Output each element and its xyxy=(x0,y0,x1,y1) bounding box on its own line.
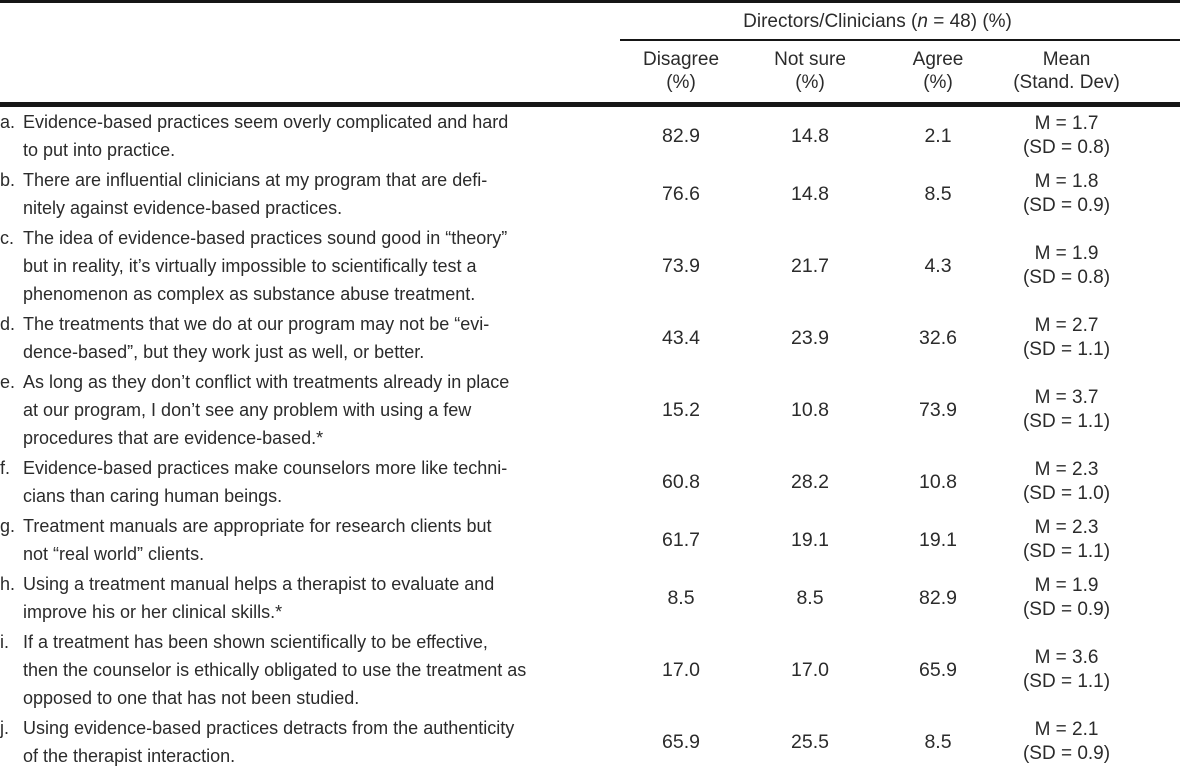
spanner-text-prefix: Directors/Clinicians ( xyxy=(743,11,918,32)
agree-value: 19.1 xyxy=(919,528,957,551)
disagree-value: 8.5 xyxy=(667,586,695,609)
statement-text: Treatment manuals are appropriate for research clients but not “real world” clients. xyxy=(23,516,492,564)
not-sure-value: 19.1 xyxy=(791,528,829,551)
not-sure-value: 8.5 xyxy=(796,586,824,609)
statement-text: Evidence-based practices make counselors more like techni- cians than caring human beings. xyxy=(23,458,508,506)
not-sure-value: 14.8 xyxy=(791,182,829,205)
agree-value: 73.9 xyxy=(919,398,957,421)
table-row-h xyxy=(0,569,1180,627)
statement-text: Evidence-based practices seem overly complicated and hard to put into practice. xyxy=(23,112,509,160)
mean-sd-value: M = 2.7 (SD = 1.1) xyxy=(1022,315,1111,360)
statement-cell xyxy=(0,511,620,569)
statement-cell xyxy=(0,627,620,713)
table-row-b xyxy=(0,165,1180,223)
mean-sd-value: M = 1.9 (SD = 0.8) xyxy=(1022,243,1111,288)
disagree-value: 17.0 xyxy=(662,658,700,681)
statement-text: If a treatment has been shown scientifically to be effective, then the counselor is ethically obligated to use the treatment as opposed to one that has not been studied. xyxy=(23,632,527,708)
not-sure-value: 10.8 xyxy=(791,398,829,421)
disagree-value: 61.7 xyxy=(662,528,700,551)
statement-cell xyxy=(0,309,620,367)
agree-value: 65.9 xyxy=(919,658,957,681)
row-letter: h. xyxy=(0,574,16,594)
mean-sd-value: M = 1.9 (SD = 0.9) xyxy=(1022,575,1111,620)
agree-value: 32.6 xyxy=(919,326,957,349)
table-row-j xyxy=(0,713,1180,766)
disagree-value: 73.9 xyxy=(662,254,700,277)
spanner-header xyxy=(620,2,1180,41)
mean-sd-value: M = 3.7 (SD = 1.1) xyxy=(1022,387,1111,432)
statement-cell xyxy=(0,453,620,511)
mean-sd-value: M = 1.8 (SD = 0.9) xyxy=(1022,171,1111,216)
row-letter: b. xyxy=(0,170,16,190)
not-sure-value: 21.7 xyxy=(791,254,829,277)
mean-sd-value: M = 2.3 (SD = 1.0) xyxy=(1022,459,1111,504)
not-sure-value: 25.5 xyxy=(791,730,829,753)
mean-sd-value: M = 3.6 (SD = 1.1) xyxy=(1022,647,1111,692)
table-row-e xyxy=(0,367,1180,453)
disagree-value: 60.8 xyxy=(662,470,700,493)
empty-statement-header xyxy=(0,40,620,105)
row-letter: a. xyxy=(0,112,16,132)
not-sure-value: 28.2 xyxy=(791,470,829,493)
row-letter: e. xyxy=(0,372,16,392)
col-header-disagree: Disagree (%) xyxy=(620,40,742,105)
col-header-not-sure: Not sure (%) xyxy=(742,40,878,105)
mean-sd-value: M = 2.3 (SD = 1.1) xyxy=(1022,517,1111,562)
row-letter: c. xyxy=(0,228,15,248)
statement-cell xyxy=(0,367,620,453)
statement-text: There are influential clinicians at my program that are defi- nitely against evidence-based practices. xyxy=(23,170,488,218)
mean-sd-value: M = 2.1 (SD = 0.9) xyxy=(1022,719,1111,764)
row-letter: j. xyxy=(0,718,9,738)
statement-cell xyxy=(0,105,620,166)
statement-text: As long as they don’t conflict with treatments already in place at our program, I don’t see any problem with using a few procedures that are evidence-based.* xyxy=(23,372,510,448)
statement-cell xyxy=(0,223,620,309)
agree-value: 10.8 xyxy=(919,470,957,493)
row-letter: f. xyxy=(0,458,11,478)
disagree-value: 82.9 xyxy=(662,124,700,147)
empty-corner-cell xyxy=(0,2,620,41)
agree-value: 4.3 xyxy=(924,254,952,277)
col-header-mean: Mean (Stand. Dev) xyxy=(998,40,1180,105)
table-row-d xyxy=(0,309,1180,367)
row-letter: g. xyxy=(0,516,16,536)
agree-value: 2.1 xyxy=(924,124,952,147)
not-sure-value: 14.8 xyxy=(791,124,829,147)
agree-value: 82.9 xyxy=(919,586,957,609)
spanner-italic-n: n xyxy=(917,11,928,32)
table-row-c xyxy=(0,223,1180,309)
statement-text: The treatments that we do at our program may not be “evi- dence-based”, but they work just as well, or better. xyxy=(23,314,490,362)
row-letter: i. xyxy=(0,632,9,652)
statement-cell xyxy=(0,569,620,627)
table-row-f xyxy=(0,453,1180,511)
disagree-value: 76.6 xyxy=(662,182,700,205)
statement-text: Using evidence-based practices detracts from the authenticity of the therapist interaction. xyxy=(23,718,515,766)
disagree-value: 65.9 xyxy=(662,730,700,753)
statement-cell xyxy=(0,713,620,766)
spanner-header-row xyxy=(0,2,1180,41)
not-sure-value: 23.9 xyxy=(791,326,829,349)
not-sure-value: 17.0 xyxy=(791,658,829,681)
spanner-text-suffix: = 48) (%) xyxy=(927,11,1012,32)
table-row-a xyxy=(0,105,1180,166)
statement-text: The idea of evidence-based practices sound good in “theory” but in reality, it’s virtually impossible to scientifically test a phenomenon as complex as substance abuse treatment. xyxy=(23,228,508,304)
statement-text: Using a treatment manual helps a therapist to evaluate and improve his or her clinical skills.* xyxy=(23,574,495,622)
statement-cell xyxy=(0,165,620,223)
mean-sd-value: M = 1.7 (SD = 0.8) xyxy=(1022,113,1111,158)
row-letter: d. xyxy=(0,314,16,334)
agree-value: 8.5 xyxy=(924,730,952,753)
col-header-agree: Agree (%) xyxy=(878,40,998,105)
disagree-value: 15.2 xyxy=(662,398,700,421)
table-row-g xyxy=(0,511,1180,569)
agree-value: 8.5 xyxy=(924,182,952,205)
disagree-value: 43.4 xyxy=(662,326,700,349)
column-header-row xyxy=(0,40,1180,105)
table-row-i xyxy=(0,627,1180,713)
